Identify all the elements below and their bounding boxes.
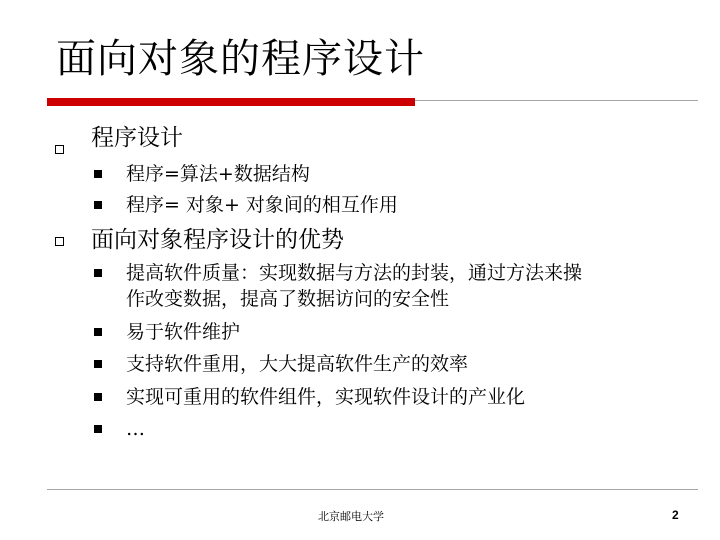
bullet-item: 支持软件重用，大大提高软件生产的效率 bbox=[126, 353, 469, 375]
hollow-square-bullet-icon bbox=[55, 237, 64, 246]
filled-square-bullet-icon bbox=[94, 425, 102, 433]
bullet-item: 程序= 对象+ 对象间的相互作用 bbox=[126, 194, 398, 216]
filled-square-bullet-icon bbox=[94, 328, 102, 336]
bullet-item: … bbox=[126, 418, 145, 440]
page-number: 2 bbox=[672, 508, 679, 522]
bullet-item: 提高软件质量：实现数据与方法的封装，通过方法来操 bbox=[126, 262, 583, 284]
filled-square-bullet-icon bbox=[94, 393, 102, 401]
bullet-item-continuation: 作改变数据，提高了数据访问的安全性 bbox=[126, 288, 450, 310]
section-heading-oop-advantages: 面向对象程序设计的优势 bbox=[91, 227, 344, 253]
filled-square-bullet-icon bbox=[94, 201, 102, 209]
footer-institution: 北京邮电大学 bbox=[318, 510, 384, 523]
footer-rule bbox=[47, 489, 698, 490]
bullet-item: 易于软件维护 bbox=[126, 321, 241, 343]
bullet-item: 实现可重用的软件组件，实现软件设计的产业化 bbox=[126, 386, 526, 408]
filled-square-bullet-icon bbox=[94, 170, 102, 178]
title-accent-bar bbox=[47, 98, 415, 106]
filled-square-bullet-icon bbox=[94, 269, 102, 277]
slide-title: 面向对象的程序设计 bbox=[56, 36, 425, 82]
filled-square-bullet-icon bbox=[94, 360, 102, 368]
hollow-square-bullet-icon bbox=[55, 145, 64, 154]
section-heading-programming: 程序设计 bbox=[91, 125, 183, 151]
bullet-item: 程序=算法+数据结构 bbox=[126, 163, 310, 185]
